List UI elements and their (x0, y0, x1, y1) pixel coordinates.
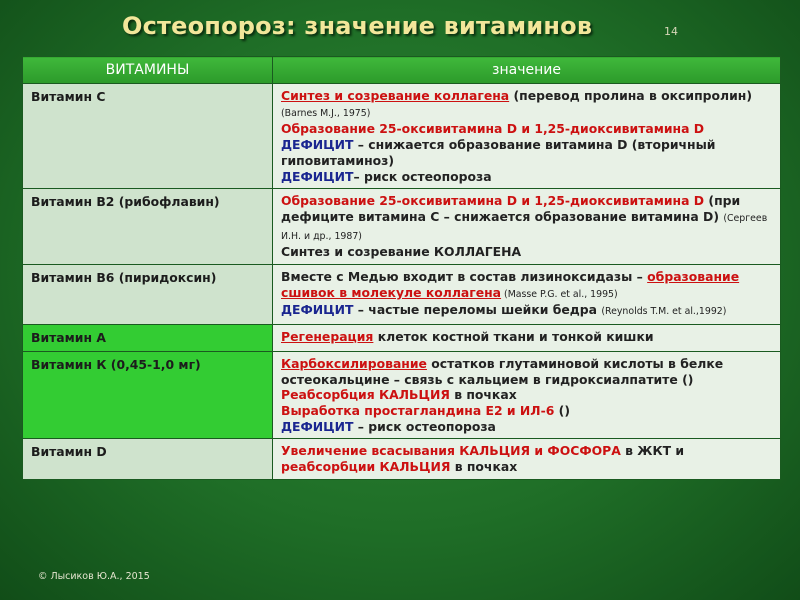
meaning-text: – риск остеопороза (353, 418, 496, 434)
deficit-label: ДЕФИЦИТ (281, 418, 354, 434)
meaning-text: реабсорбции КАЛЬЦИЯ (281, 459, 451, 475)
table-row (23, 325, 781, 352)
meaning-text: Синтез и созревание коллагена (281, 88, 510, 103)
meaning-text: Образование 25-оксивитамина D и 1,25-диоксивитамина D (281, 193, 705, 209)
meaning-cell (273, 189, 781, 265)
meaning-text: Увеличение всасывания КАЛЬЦИЯ и ФОСФОРА (281, 443, 621, 459)
citation-text: (Reynolds T.M. et al.,1992) (601, 306, 727, 318)
table-row (23, 265, 781, 325)
meaning-text: в почках (450, 459, 518, 475)
meaning-text: (при дефиците витамина С – снижается образование витамина D) (281, 193, 741, 224)
meaning-line (281, 137, 774, 168)
deficit-label: ДЕФИЦИТ (281, 168, 354, 184)
title-row (0, 12, 800, 44)
table-row (23, 84, 781, 189)
slide-number: 14 (664, 25, 678, 38)
meaning-text: Регенерация (281, 329, 374, 345)
meaning-line (281, 329, 774, 345)
meaning-line (281, 419, 774, 435)
deficit-label: ДЕФИЦИТ (281, 302, 354, 318)
citation-text: (Barnes M.J., 1975) (281, 107, 371, 119)
vitamin-name-cell: Витамин В2 (рибофлавин) (23, 189, 273, 265)
slide-title: Остеопороз: значение витаминов (122, 12, 593, 40)
meaning-cell (273, 325, 781, 352)
copyright-footer: © Лысиков Ю.А., 2015 (38, 571, 150, 582)
meaning-line (281, 193, 774, 244)
deficit-label: ДЕФИЦИТ (281, 137, 354, 153)
header-meaning: значение (273, 57, 781, 84)
citation-text: (Сергеев И.Н. и др., 1987) (281, 212, 768, 242)
meaning-line (281, 244, 774, 260)
meaning-text: Вместе с Медью входит в состав лизиноксидазы – (281, 269, 648, 285)
meaning-text: – частые переломы шейки бедра (353, 302, 602, 318)
meaning-text: Образование 25-оксивитамина D и 1,25-диоксивитамина D (281, 121, 705, 137)
meaning-text: Карбоксилирование (281, 355, 427, 371)
vitamins-table (22, 56, 781, 480)
meaning-text: () (554, 402, 570, 418)
meaning-line (281, 269, 774, 302)
vitamin-name-cell: Витамин А (23, 325, 273, 352)
meaning-text: (перевод пролина в оксипролин) (509, 88, 753, 103)
meaning-cell (273, 265, 781, 325)
meaning-text: образование сшивок в молекуле коллагена (281, 269, 740, 300)
citation-text: (Masse P.G. et al., 1995) (501, 288, 618, 300)
meaning-text: Выработка простагландина Е2 и ИЛ-6 (281, 402, 555, 418)
meaning-text: Синтез и созревание КОЛЛАГЕНА (281, 244, 522, 260)
meaning-line (281, 121, 774, 137)
table-row (23, 189, 781, 265)
vitamin-name-cell: Витамин D (23, 439, 273, 479)
meaning-text: в ЖКТ и (620, 443, 685, 459)
meaning-text: клеток костной ткани и тонкой кишки (373, 329, 654, 345)
meaning-text: в почках (449, 387, 517, 403)
meaning-text: – снижается образование витамина D (вторичный гиповитаминоз) (281, 137, 716, 168)
vitamin-name-cell: Витамин В6 (пиридоксин) (23, 265, 273, 325)
meaning-line (281, 169, 774, 185)
meaning-line (281, 443, 774, 474)
meaning-line (281, 302, 774, 320)
meaning-text: – риск остеопороза (353, 168, 492, 184)
meaning-cell (273, 351, 781, 439)
vitamin-name-cell: Витамин К (0,45-1,0 мг) (23, 351, 273, 439)
table-row (23, 351, 781, 439)
meaning-cell (273, 84, 781, 189)
header-vitamins: ВИТАМИНЫ (23, 57, 273, 84)
vitamin-name-cell: Витамин С (23, 84, 273, 189)
meaning-text: Реабсорбция КАЛЬЦИЯ (281, 387, 450, 403)
table-row (23, 439, 781, 479)
table-header-row (23, 57, 781, 84)
meaning-line (281, 387, 774, 403)
meaning-line (281, 356, 774, 387)
meaning-line (281, 88, 774, 121)
meaning-text: остатков глутаминовой кислоты в белке остеокальцине – связь с кальцием в гидроксиалпатите () (281, 355, 724, 387)
meaning-cell (273, 439, 781, 479)
meaning-line (281, 403, 774, 419)
